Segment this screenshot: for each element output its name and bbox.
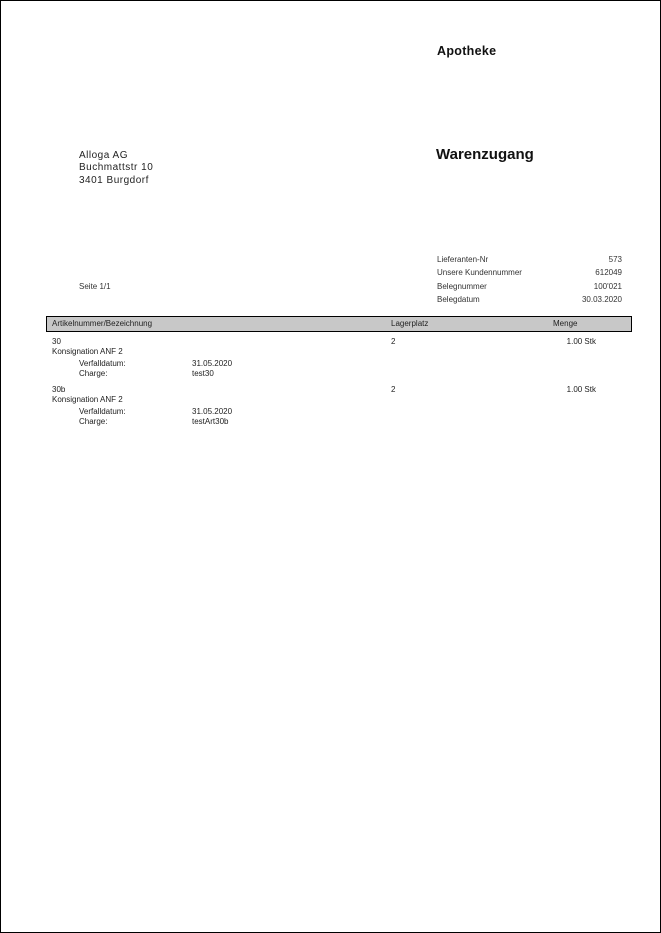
supplier-street: Buchmattstr 10 (79, 162, 154, 173)
meta-value-customer-no: 612049 (595, 268, 622, 277)
batch-value: test30 (192, 369, 214, 378)
quantity: 1.00 Stk (566, 385, 596, 394)
column-header-storage: Lagerplatz (391, 319, 429, 328)
storage-location: 2 (391, 385, 396, 394)
article-description: Konsignation ANF 2 (52, 395, 123, 404)
expiry-date: 31.05.2020 (192, 359, 233, 368)
meta-label-supplier-no: Lieferanten-Nr (437, 255, 489, 264)
quantity: 1.00 Stk (566, 337, 596, 346)
meta-value-document-no: 100'021 (593, 282, 622, 291)
meta-label-customer-no: Unsere Kundennummer (437, 268, 522, 277)
page-indicator: Seite 1/1 (79, 282, 111, 291)
column-header-quantity: Menge (553, 319, 578, 328)
supplier-city: 3401 Burgdorf (79, 175, 149, 186)
article-number: 30 (52, 337, 61, 346)
article-description: Konsignation ANF 2 (52, 347, 123, 356)
meta-value-supplier-no: 573 (608, 255, 622, 264)
meta-label-document-no: Belegnummer (437, 282, 487, 291)
document-title: Warenzugang (436, 146, 534, 163)
article-number: 30b (52, 385, 66, 394)
batch-label: Charge: (79, 369, 108, 378)
shop-name: Apotheke (437, 44, 497, 58)
column-header-article: Artikelnummer/Bezeichnung (52, 319, 153, 328)
storage-location: 2 (391, 337, 396, 346)
batch-value: testArt30b (192, 417, 229, 426)
table-header (46, 316, 632, 332)
meta-label-document-date: Belegdatum (437, 295, 480, 304)
expiry-label: Verfalldatum: (79, 407, 126, 416)
meta-value-document-date: 30.03.2020 (581, 295, 622, 304)
expiry-label: Verfalldatum: (79, 359, 126, 368)
batch-label: Charge: (79, 417, 108, 426)
expiry-date: 31.05.2020 (192, 407, 233, 416)
supplier-name: Alloga AG (79, 150, 128, 161)
